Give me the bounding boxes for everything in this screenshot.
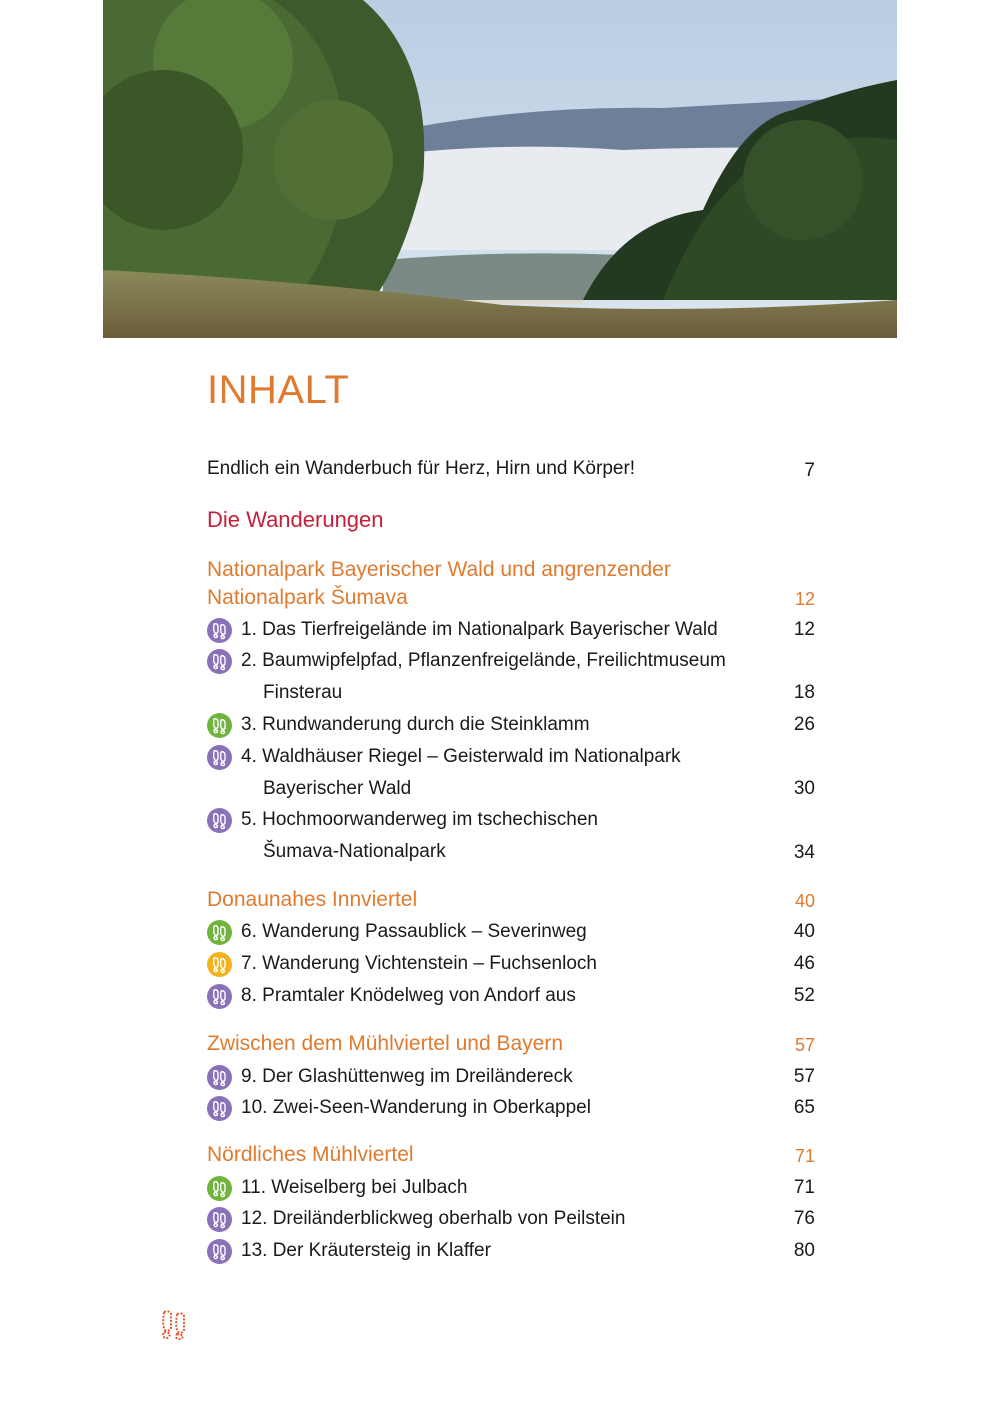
- footprints-icon: [207, 1239, 232, 1264]
- entry-number: 9.: [241, 1066, 257, 1087]
- entry-number: 8.: [241, 985, 257, 1006]
- entry-number: 10.: [241, 1097, 268, 1118]
- entry-number: 11.: [241, 1177, 267, 1198]
- entry-page-number: 65: [793, 1097, 815, 1118]
- footprints-icon: [207, 745, 232, 770]
- section-page-number: 57: [794, 1035, 815, 1055]
- entry-number: 2.: [241, 650, 257, 671]
- section-heading[interactable]: [207, 556, 815, 612]
- section-page-number: 40: [794, 891, 815, 911]
- toc-entry-title: Endlich ein Wanderbuch für Herz, Hirn und Körper!: [207, 458, 636, 479]
- entry-page-number: 71: [793, 1177, 815, 1198]
- entry-page-number: 26: [793, 714, 815, 735]
- entry-title: Wanderung Vichtenstein – Fuchsenloch: [262, 953, 597, 974]
- entry-page-number: 57: [793, 1066, 815, 1087]
- entry-title: Der Kräutersteig in Klaffer: [272, 1240, 491, 1261]
- section-page-number: 12: [794, 589, 815, 609]
- entry-title: Rundwanderung durch die Steinklamm: [262, 714, 590, 735]
- part-title: Die Wanderungen: [207, 507, 384, 532]
- entry-page-number: 46: [793, 953, 815, 974]
- footprints-icon: [207, 713, 232, 738]
- entry-page-number: 40: [793, 921, 815, 942]
- entry-title-continued: Šumava-Nationalpark: [263, 841, 446, 862]
- footprints-icon: [207, 984, 232, 1009]
- entry-title: Zwei-Seen-Wanderung in Oberkappel: [272, 1097, 591, 1118]
- entry-page-number: 76: [793, 1208, 815, 1229]
- footprints-icon: [207, 808, 232, 833]
- footprints-icon: [207, 920, 232, 945]
- entry-page-number: 80: [793, 1240, 815, 1261]
- entry-title: Dreiländerblickweg oberhalb von Peilstein: [272, 1208, 626, 1229]
- header-photo: [103, 0, 897, 338]
- entry-page-number: 30: [793, 778, 815, 799]
- page-title: INHALT: [207, 368, 350, 412]
- entry-title-continued: Bayerischer Wald: [263, 778, 412, 799]
- entry-number: 5.: [241, 809, 257, 830]
- entry-title: Pramtaler Knödelweg von Andorf aus: [262, 985, 576, 1006]
- section-title-line1: Nationalpark Bayerischer Wald und angrenzender: [207, 558, 671, 581]
- footprints-icon: [207, 618, 232, 643]
- entry-number: 4.: [241, 746, 257, 767]
- entry-title: Wanderung Passaublick – Severinweg: [262, 921, 587, 942]
- footprints-icon: [207, 1176, 232, 1201]
- toc-intro-entry[interactable]: [207, 456, 815, 482]
- entry-number: 3.: [241, 714, 257, 735]
- section-title-line1: Donaunahes Innviertel: [207, 888, 418, 911]
- entry-page-number: 52: [793, 985, 815, 1006]
- entry-title: Waldhäuser Riegel – Geisterwald im Nationalpark: [262, 746, 681, 767]
- section-heading[interactable]: [207, 1141, 815, 1169]
- entry-title: Baumwipfelpfad, Pflanzenfreigelände, Freilichtmuseum: [262, 650, 726, 671]
- entry-title-continued: Finsterau: [263, 682, 343, 703]
- section-heading[interactable]: [207, 886, 815, 914]
- section-title-line1: Zwischen dem Mühlviertel und Bayern: [207, 1032, 563, 1055]
- toc-page-number: 7: [804, 460, 815, 481]
- section-page-number: 71: [794, 1146, 815, 1166]
- entry-title: Das Tierfreigelände im Nationalpark Bayerischer Wald: [262, 619, 718, 640]
- entry-page-number: 34: [793, 842, 815, 863]
- footprints-icon: [160, 1308, 188, 1345]
- section-heading[interactable]: [207, 1030, 815, 1058]
- entry-page-number: 18: [793, 682, 815, 703]
- footprints-icon: [207, 952, 232, 977]
- entry-number: 1.: [241, 619, 257, 640]
- footprints-icon: [207, 1207, 232, 1232]
- footprints-icon: [207, 1096, 232, 1121]
- footprints-icon: [207, 1065, 232, 1090]
- entry-title: Hochmoorwanderweg im tschechischen: [262, 809, 598, 830]
- entry-title: Weiselberg bei Julbach: [271, 1177, 468, 1198]
- section-title-line1: Nördliches Mühlviertel: [207, 1143, 414, 1166]
- footprints-icon: [207, 649, 232, 674]
- entry-number: 6.: [241, 921, 257, 942]
- entry-number: 13.: [241, 1240, 268, 1261]
- section-title-line2: Nationalpark Šumava: [207, 586, 408, 609]
- entry-title: Der Glashüttenweg im Dreiländereck: [262, 1066, 573, 1087]
- entry-page-number: 12: [793, 619, 815, 640]
- entry-number: 12.: [241, 1208, 268, 1229]
- entry-number: 7.: [241, 953, 257, 974]
